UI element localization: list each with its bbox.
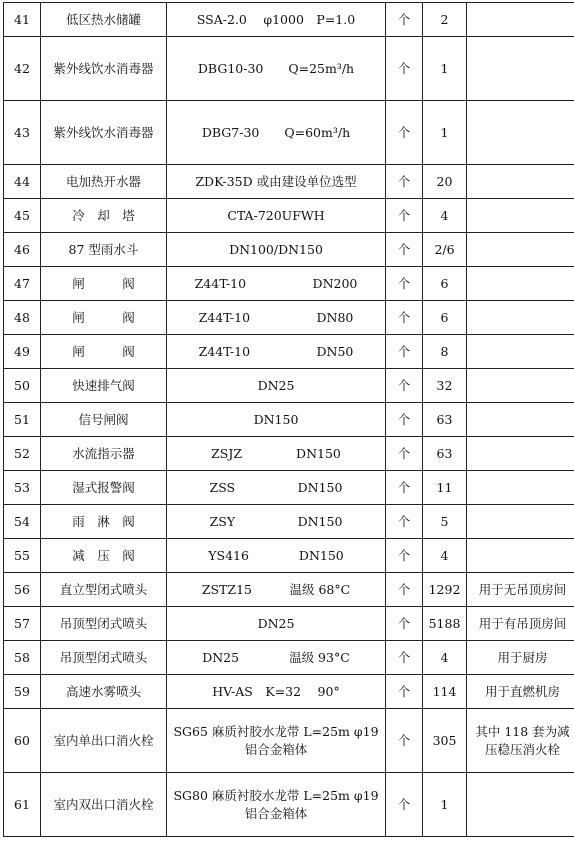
equipment-table-body <box>4 3 574 837</box>
item-spec: ZSS DN150 <box>167 471 386 505</box>
equipment-table <box>3 2 574 837</box>
item-quantity: 6 <box>423 267 467 301</box>
table-row <box>4 675 574 709</box>
table-row <box>4 773 574 837</box>
item-quantity: 11 <box>423 471 467 505</box>
item-name: 吊顶型闭式喷头 <box>41 641 167 675</box>
item-name: 减 压 阀 <box>41 539 167 573</box>
item-note <box>467 267 574 301</box>
item-spec: ZSTZ15 温级 68°C <box>167 573 386 607</box>
item-unit: 个 <box>386 773 423 837</box>
row-number: 45 <box>4 199 41 233</box>
item-note: 用于无吊顶房间 <box>467 573 574 607</box>
item-unit: 个 <box>386 675 423 709</box>
table-row <box>4 641 574 675</box>
item-note <box>467 773 574 837</box>
item-unit: 个 <box>386 199 423 233</box>
table-row <box>4 301 574 335</box>
item-spec: DN150 <box>167 403 386 437</box>
item-note <box>467 437 574 471</box>
item-name: 紫外线饮水消毒器 <box>41 37 167 101</box>
item-note <box>467 199 574 233</box>
item-quantity: 6 <box>423 301 467 335</box>
item-spec: YS416 DN150 <box>167 539 386 573</box>
item-quantity: 20 <box>423 165 467 199</box>
item-note <box>467 369 574 403</box>
item-spec: DN25 温级 93°C <box>167 641 386 675</box>
row-number: 57 <box>4 607 41 641</box>
table-row <box>4 403 574 437</box>
item-spec: DN25 <box>167 369 386 403</box>
table-row <box>4 101 574 165</box>
item-note: 其中 118 套为减压稳压消火栓 <box>467 709 574 773</box>
item-note <box>467 3 574 37</box>
item-quantity: 1 <box>423 773 467 837</box>
table-row <box>4 607 574 641</box>
item-unit: 个 <box>386 101 423 165</box>
item-unit: 个 <box>386 165 423 199</box>
item-spec: SG65 麻质衬胶水龙带 L=25m φ19 铝合金箱体 <box>167 709 386 773</box>
table-row <box>4 539 574 573</box>
item-unit: 个 <box>386 505 423 539</box>
item-quantity: 8 <box>423 335 467 369</box>
item-unit: 个 <box>386 369 423 403</box>
item-note <box>467 301 574 335</box>
item-spec: CTA-720UFWH <box>167 199 386 233</box>
item-spec: ZDK-35D 或由建设单位选型 <box>167 165 386 199</box>
item-note <box>467 335 574 369</box>
item-quantity: 1 <box>423 101 467 165</box>
item-quantity: 1292 <box>423 573 467 607</box>
item-spec: DN100/DN150 <box>167 233 386 267</box>
item-spec: Z44T-10 DN200 <box>167 267 386 301</box>
item-spec: HV-AS K=32 90° <box>167 675 386 709</box>
item-unit: 个 <box>386 301 423 335</box>
table-row <box>4 335 574 369</box>
item-spec: ZSY DN150 <box>167 505 386 539</box>
row-number: 59 <box>4 675 41 709</box>
row-number: 47 <box>4 267 41 301</box>
item-name: 室内双出口消火栓 <box>41 773 167 837</box>
table-row <box>4 505 574 539</box>
table-row <box>4 37 574 101</box>
table-row <box>4 573 574 607</box>
row-number: 61 <box>4 773 41 837</box>
row-number: 46 <box>4 233 41 267</box>
item-quantity: 4 <box>423 539 467 573</box>
item-name: 低区热水储罐 <box>41 3 167 37</box>
row-number: 53 <box>4 471 41 505</box>
item-unit: 个 <box>386 3 423 37</box>
item-note <box>467 539 574 573</box>
row-number: 42 <box>4 37 41 101</box>
item-name: 信号闸阀 <box>41 403 167 437</box>
table-row <box>4 471 574 505</box>
row-number: 54 <box>4 505 41 539</box>
item-name: 闸 阀 <box>41 301 167 335</box>
item-quantity: 4 <box>423 641 467 675</box>
item-note <box>467 471 574 505</box>
item-name: 湿式报警阀 <box>41 471 167 505</box>
item-quantity: 2 <box>423 3 467 37</box>
item-note: 用于有吊顶房间 <box>467 607 574 641</box>
item-note <box>467 233 574 267</box>
table-row <box>4 369 574 403</box>
item-unit: 个 <box>386 573 423 607</box>
item-spec: DBG7-30 Q=60m³/h <box>167 101 386 165</box>
table-row <box>4 199 574 233</box>
table-row <box>4 437 574 471</box>
row-number: 52 <box>4 437 41 471</box>
item-spec: ZSJZ DN150 <box>167 437 386 471</box>
item-name: 冷 却 塔 <box>41 199 167 233</box>
item-name: 吊顶型闭式喷头 <box>41 607 167 641</box>
item-note <box>467 505 574 539</box>
item-name: 闸 阀 <box>41 335 167 369</box>
item-quantity: 2/6 <box>423 233 467 267</box>
item-unit: 个 <box>386 437 423 471</box>
item-quantity: 5188 <box>423 607 467 641</box>
item-spec: DN25 <box>167 607 386 641</box>
item-unit: 个 <box>386 709 423 773</box>
item-name: 电加热开水器 <box>41 165 167 199</box>
item-unit: 个 <box>386 233 423 267</box>
item-unit: 个 <box>386 267 423 301</box>
item-name: 87 型雨水斗 <box>41 233 167 267</box>
item-note: 用于厨房 <box>467 641 574 675</box>
table-row <box>4 709 574 773</box>
row-number: 51 <box>4 403 41 437</box>
item-quantity: 5 <box>423 505 467 539</box>
item-unit: 个 <box>386 607 423 641</box>
table-row <box>4 165 574 199</box>
item-unit: 个 <box>386 471 423 505</box>
item-unit: 个 <box>386 641 423 675</box>
item-unit: 个 <box>386 37 423 101</box>
item-quantity: 305 <box>423 709 467 773</box>
row-number: 43 <box>4 101 41 165</box>
item-spec: DBG10-30 Q=25m³/h <box>167 37 386 101</box>
item-quantity: 63 <box>423 437 467 471</box>
item-name: 高速水雾喷头 <box>41 675 167 709</box>
item-name: 紫外线饮水消毒器 <box>41 101 167 165</box>
item-unit: 个 <box>386 335 423 369</box>
table-row <box>4 3 574 37</box>
row-number: 49 <box>4 335 41 369</box>
item-note <box>467 403 574 437</box>
item-note <box>467 101 574 165</box>
item-quantity: 63 <box>423 403 467 437</box>
item-name: 闸 阀 <box>41 267 167 301</box>
row-number: 48 <box>4 301 41 335</box>
item-note <box>467 37 574 101</box>
item-name: 快速排气阀 <box>41 369 167 403</box>
item-spec: Z44T-10 DN50 <box>167 335 386 369</box>
item-name: 直立型闭式喷头 <box>41 573 167 607</box>
row-number: 58 <box>4 641 41 675</box>
item-note: 用于直燃机房 <box>467 675 574 709</box>
item-note <box>467 165 574 199</box>
row-number: 50 <box>4 369 41 403</box>
row-number: 55 <box>4 539 41 573</box>
row-number: 56 <box>4 573 41 607</box>
item-name: 水流指示器 <box>41 437 167 471</box>
item-spec: Z44T-10 DN80 <box>167 301 386 335</box>
item-quantity: 32 <box>423 369 467 403</box>
row-number: 41 <box>4 3 41 37</box>
item-spec: SG80 麻质衬胶水龙带 L=25m φ19 铝合金箱体 <box>167 773 386 837</box>
item-name: 雨 淋 阀 <box>41 505 167 539</box>
table-row <box>4 267 574 301</box>
item-quantity: 1 <box>423 37 467 101</box>
item-unit: 个 <box>386 539 423 573</box>
item-unit: 个 <box>386 403 423 437</box>
item-quantity: 114 <box>423 675 467 709</box>
row-number: 60 <box>4 709 41 773</box>
item-quantity: 4 <box>423 199 467 233</box>
item-spec: SSA-2.0 φ1000 P=1.0 <box>167 3 386 37</box>
row-number: 44 <box>4 165 41 199</box>
table-row <box>4 233 574 267</box>
item-name: 室内单出口消火栓 <box>41 709 167 773</box>
